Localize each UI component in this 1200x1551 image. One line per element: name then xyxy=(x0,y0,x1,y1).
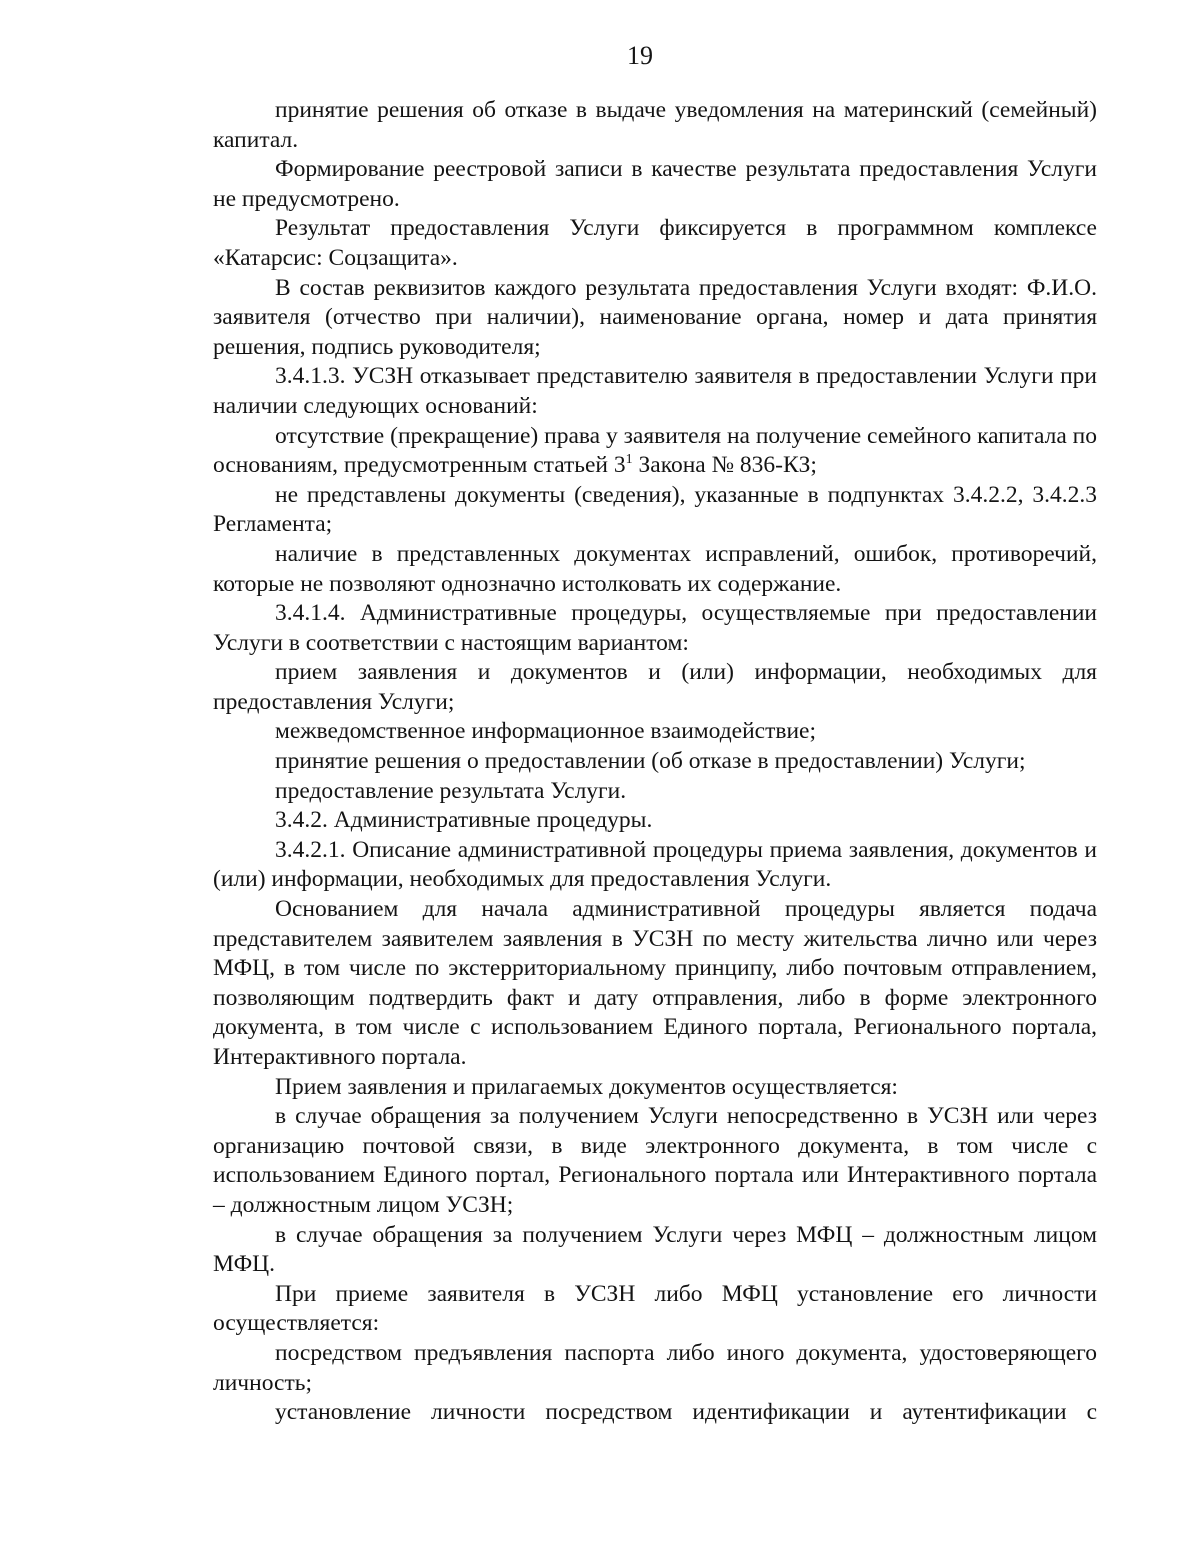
paragraph: Формирование реестровой записи в качестве результата предоставления Услуги не предусмотрено. xyxy=(213,156,1097,212)
paragraph: в случае обращения за получением Услуги через МФЦ – должностным лицом МФЦ. xyxy=(213,1221,1097,1278)
paragraph: предоставление результата Услуги. xyxy=(275,777,627,804)
paragraph: принятие решения о предоставлении (об отказе в предоставлении) Услуги; xyxy=(275,748,1026,775)
paragraph: 3.4.1.3. УСЗН отказывает представителю заявителя в предоставлении Услуги при наличии следующих оснований: xyxy=(213,363,1097,419)
paragraph: посредством предъявления паспорта либо иного документа, удостоверяющего личность; xyxy=(213,1339,1097,1396)
paragraph-text: Закона № 836-КЗ; xyxy=(632,452,817,479)
superscript: 1 xyxy=(625,452,633,468)
paragraph: В состав реквизитов каждого результата предоставления Услуги входят: Ф.И.О. заявителя (отчество при наличии), наименование органа, номер и дата принятия решения, подпись руководителя; xyxy=(213,274,1097,360)
paragraph: прием заявления и документов и (или) информации, необходимых для предоставления Услуги; xyxy=(213,659,1097,715)
paragraph: принятие решения об отказе в выдаче уведомления на материнский (семейный) капитал. xyxy=(213,97,1097,153)
paragraph: 3.4.2. Административные процедуры. xyxy=(275,807,653,834)
paragraph: При приеме заявителя в УСЗН либо МФЦ установление его личности осуществляется: xyxy=(213,1280,1097,1337)
paragraph: в случае обращения за получением Услуги непосредственно в УСЗН или через организацию почтовой связи, в виде электронного документа, в том числе с использованием Единого портал, Регионального портала или Интерактивного портала – должностным лицом УСЗН; xyxy=(213,1103,1097,1218)
paragraph: межведомственное информационное взаимодействие; xyxy=(275,718,817,745)
paragraph: не представлены документы (сведения), указанные в подпунктах 3.4.2.2, 3.4.2.3 Регламента; xyxy=(213,481,1097,538)
paragraph-with-superscript xyxy=(213,422,1097,481)
paragraph: Прием заявления и прилагаемых документов осуществляется: xyxy=(275,1073,898,1100)
paragraph: установление личности посредством идентификации и аутентификации с xyxy=(275,1399,1097,1426)
paragraph-text: отсутствие (прекращение) права у заявителя на получение семейного капитала по основаниям, предусмотренным статьей 3 xyxy=(213,422,1097,479)
paragraph: Результат предоставления Услуги фиксируется в программном комплексе «Катарсис: Соцзащита». xyxy=(213,215,1097,271)
paragraph: 3.4.1.4. Административные процедуры, осуществляемые при предоставлении Услуги в соответствии с настоящим вариантом: xyxy=(213,600,1097,656)
paragraph: 3.4.2.1. Описание административной процедуры приема заявления, документов и (или) информации, необходимых для предоставления Услуги. xyxy=(213,836,1097,893)
page-number: 19 xyxy=(627,41,653,70)
paragraph: Основанием для начала административной процедуры является подача представителем заявителем заявления в УСЗН по месту жительства лично или через МФЦ, в том числе по экстерриториальному принципу, либо почтовым отправлением, позволяющим подтвердить факт и дату отправления, либо в форме электронного документа, в том числе с использованием Единого портала, Регионального портала, Интерактивного портала. xyxy=(213,896,1097,1070)
paragraph: наличие в представленных документах исправлений, ошибок, противоречий, которые не позволяют однозначно истолковать их содержание. xyxy=(213,540,1097,597)
document-body xyxy=(213,96,1097,1428)
